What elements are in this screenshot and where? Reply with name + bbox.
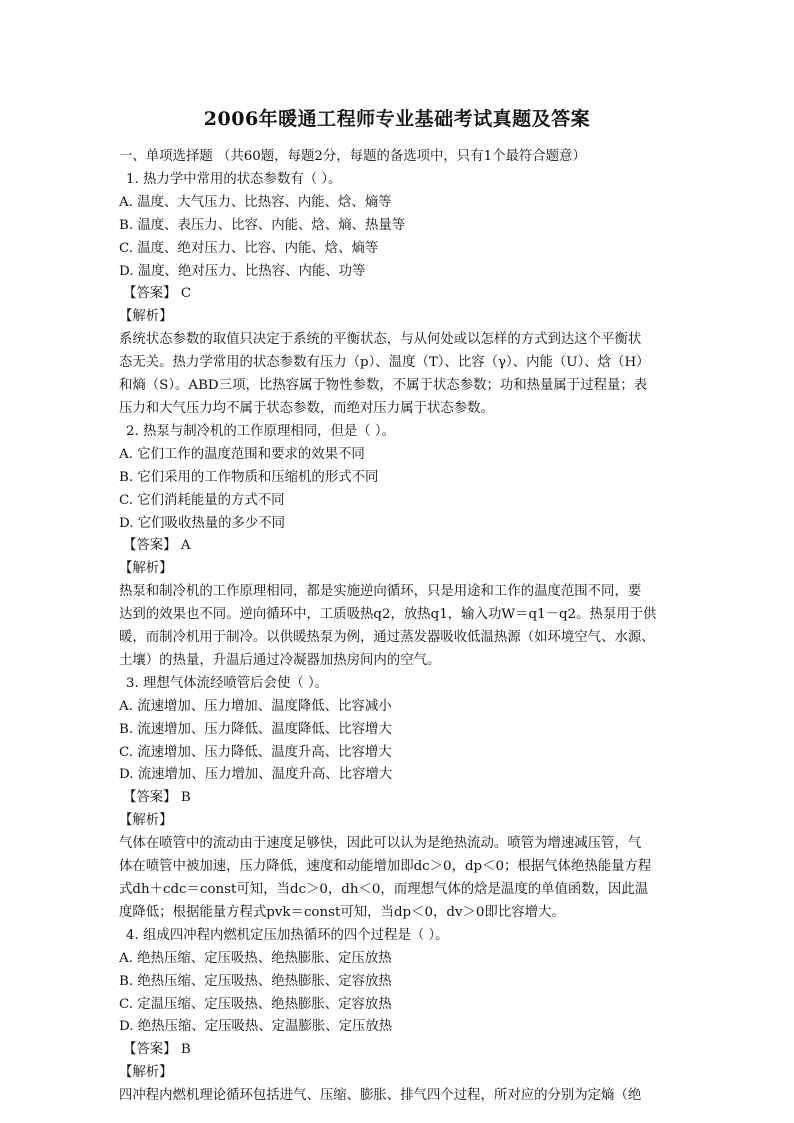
question-option: D. 温度、绝对压力、比热容、内能、功等 [119,263,366,279]
question-option: B. 温度、表压力、比容、内能、焓、熵、热量等 [119,217,406,233]
question-stem: 3. 理想气体流经喷管后会使（ ）。 [126,675,329,691]
question-option: B. 它们采用的工作物质和压缩机的形式不同 [119,469,379,485]
question-stem: 2. 热泵与制冷机的工作原理相同，但是（ ）。 [126,423,396,439]
analysis-line: 式dh＋cdc＝const可知，当dc＞0，dh＜0，而理想气体的焓是温度的单值函数，因此温 [119,882,649,897]
answer-line: 【答案】 A [123,538,191,554]
question-option: C. 定温压缩、定压吸热、绝热膨胀、定容放热 [119,996,392,1012]
analysis-label: 【解析】 [119,309,173,325]
question-option: B. 流速增加、压力降低、温度降低、比容增大 [119,721,392,737]
question-option: B. 绝热压缩、定压吸热、绝热膨胀、定容放热 [119,973,392,989]
answer-line: 【答案】 B [123,1042,191,1058]
question-option: C. 它们消耗能量的方式不同 [119,492,285,508]
question-option: A. 流速增加、压力增加、温度降低、比容减小 [119,698,392,714]
analysis-line: 热泵和制冷机的工作原理相同，都是实施逆向循环，只是用途和工作的温度范围不同，要 [119,584,642,600]
analysis-line: 压力和大气压力均不属于状态参数，而绝对压力属于状态参数。 [119,400,494,416]
document-body [119,146,679,1108]
analysis-line: 气体在喷管中的流动由于速度足够快，因此可以认为是绝热流动。喷管为增速减压管，气 [119,836,642,852]
analysis-label: 【解析】 [119,1065,173,1081]
analysis-label: 【解析】 [119,561,173,577]
analysis-label: 【解析】 [119,813,173,829]
analysis-line: 度降低；根据能量方程式pvk＝const可知，当dp＜0，dv＞0即比容增大。 [119,904,565,920]
page-title: 2006年暖通工程师专业基础考试真题及答案 [203,108,591,130]
analysis-line: 系统状态参数的取值只决定于系统的平衡状态，与从何处或以怎样的方式到达这个平衡状 [119,332,642,348]
question-option: D. 绝热压缩、定压吸热、定温膨胀、定压放热 [119,1019,393,1035]
question-option: A. 它们工作的温度范围和要求的效果不同 [119,446,365,462]
analysis-line: 暖，而制冷机用于制冷。以供暖热泵为例，通过蒸发器吸收低温热源（如环境空气、水源、 [119,630,655,646]
answer-line: 【答案】 B [123,790,191,806]
question-option: A. 绝热压缩、定压吸热、绝热膨胀、定压放热 [119,950,392,966]
analysis-line: 土壤）的热量，升温后通过冷凝器加热房间内的空气。 [119,652,441,668]
analysis-line: 四冲程内燃机理论循环包括进气、压缩、膨胀、排气四个过程，所对应的分别为定熵（绝 [119,1088,642,1104]
analysis-line: 态无关。热力学常用的状态参数有压力（p）、温度（T）、比容（γ）、内能（U）、焓（H） [119,355,650,371]
question-stem: 1. 热力学中常用的状态参数有（ ）。 [126,171,342,187]
answer-line: 【答案】 C [123,286,192,302]
analysis-line: 和熵（S）。ABD三项，比热容属于物性参数，不属于状态参数；功和热量属于过程量；表 [119,378,648,394]
section-header: 一、单项选择题 （共60题，每题2分，每题的备选项中，只有1个最符合题意） [119,149,586,164]
question-option: C. 流速增加、压力降低、温度升高、比容增大 [119,744,392,760]
analysis-line: 达到的效果也不同。逆向循环中，工质吸热q2，放热q1，输入功W＝q1－q2。热泵用于供 [119,607,657,623]
analysis-line: 体在喷管中被加速，压力降低，速度和动能增加即dc＞0，dp＜0；根据气体绝热能量方程 [119,859,652,875]
question-stem: 4. 组成四冲程内燃机定压加热循环的四个过程是（ ）。 [126,927,449,943]
question-option: C. 温度、绝对压力、比容、内能、焓、熵等 [119,240,379,256]
question-option: A. 温度、大气压力、比热容、内能、焓、熵等 [119,194,392,210]
question-option: D. 流速增加、压力增加、温度升高、比容增大 [119,767,393,783]
question-option: D. 它们吸收热量的多少不同 [119,515,286,531]
